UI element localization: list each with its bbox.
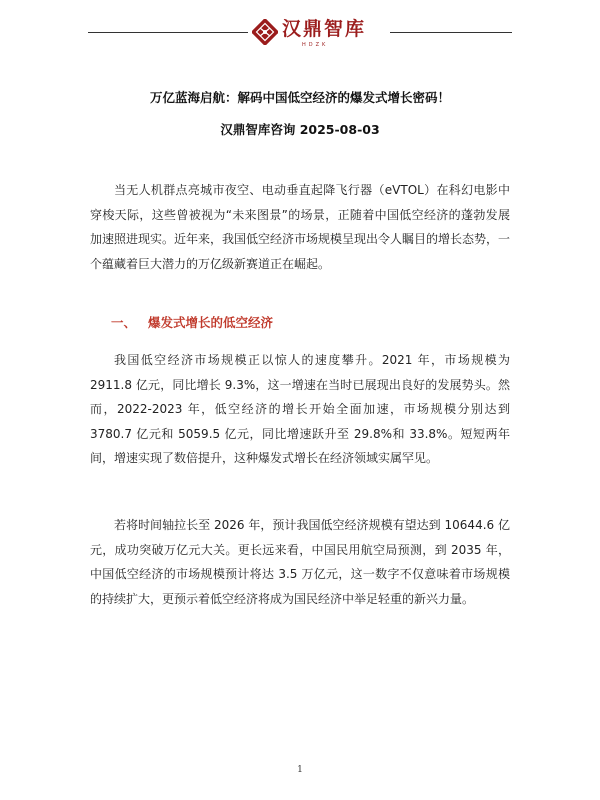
handing-logo-icon <box>252 19 278 45</box>
article-title: 万亿蓝海启航：解码中国低空经济的爆发式增长密码！ <box>149 90 450 105</box>
article-byline: 汉鼎智库咨询 2025-08-03 <box>220 122 380 137</box>
section-paragraph: 若将时间轴拉长至 2026 年，预计我国低空经济规模有望达到 10644.6 亿元，成功突破万亿元大关。更长远来看，中国民用航空局预测，到 2035 年，中国低空经济的市场规模预计将达 3.5 万亿元，这一数字不仅意味着市场规模的持续扩大，更预示着低空经济将成为国民经济中举足轻重的新兴力量。 <box>90 518 510 606</box>
section-number: 一、 <box>111 315 137 330</box>
section-paragraph: 我国低空经济市场规模正以惊人的速度攀升。2021 年，市场规模为 2911.8 亿元，同比增长 9.3%，这一增速在当时已展现出良好的发展势头。然而，2022-2023 年，低空经济的增长开始全面加速，市场规模分别达到 3780.7 亿元和 5059.5 亿元，同比增速跃升至 29.8%和 33.8%。短短两年间，增速实现了数倍提升，这种爆发式增长在经济领域实属罕见。 <box>90 353 510 465</box>
brand-name: 汉鼎智库 <box>282 18 367 40</box>
header-rule-right <box>390 32 512 33</box>
brand-subtitle: HDZK <box>302 42 329 48</box>
page-number: 1 <box>297 765 303 775</box>
header-rule-left <box>88 32 248 33</box>
intro-paragraph: 当无人机群点亮城市夜空、电动垂直起降飞行器（eVTOL）在科幻电影中穿梭天际，这些曾被视为“未来图景”的场景，正随着中国低空经济的蓬勃发展加速照进现实。近年来，我国低空经济市场规模呈现出令人瞩目的增长态势，一个蕴藏着巨大潜力的万亿级新赛道正在崛起。 <box>90 183 511 271</box>
section-heading <box>111 314 273 332</box>
page-header <box>88 17 512 53</box>
section-title: 爆发式增长的低空经济 <box>148 315 274 330</box>
